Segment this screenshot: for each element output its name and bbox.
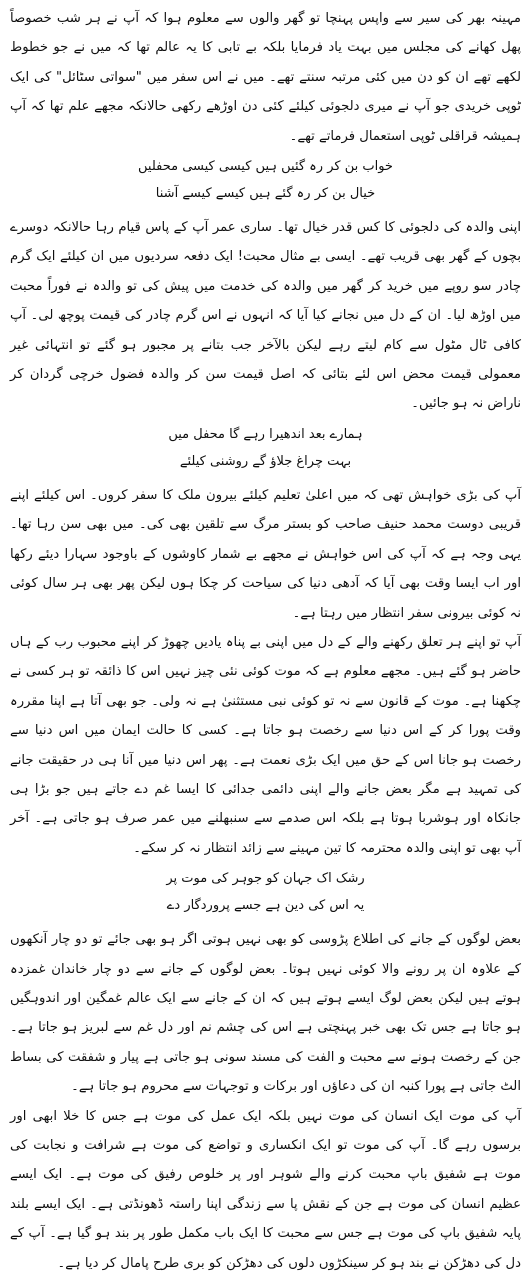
paragraph-3: آپ کی بڑی خواہش تھی کہ میں اعلیٰ تعلیم کیلئے بیرون ملک کا سفر کروں۔ اس کیلئے اپنے قریبی دوست محمد حنیف صاحب کو بستر مرگ سے تلقین بھی کی۔ میں بھی سن رہا تھا۔ یہی وجہ ہے کہ آپ کی اس خواہش نے مجھے بے شمار کاوشوں کے باوجود سہارا دیئے رکھا اور اب ایسا وقت بھی آیا کہ آدھی دنیا کی سیاحت کر چکا ہوں لیکن پھر بھی ہر سال کوئی نہ کوئی بیرونی سفر انتظار میں رہتا ہے۔ — [10, 487, 521, 621]
paragraph-5: بعض لوگوں کے جانے کی اطلاع پڑوسی کو بھی نہیں ہوتی اگر ہو بھی جائے تو دو چار آنکھوں کے علاوہ ان پر رونے والا کوئی نہیں ہوتا۔ بعض لوگوں کے جانے سے دو چار خاندان غمزدہ ہوتے ہیں لیکن بعض لوگ ایسے ہوتے ہیں کہ ان کے جانے سے ایک عالم غمگین اور اندوہگیں ہو جاتا ہے جس تک بھی خبر پہنچتی ہے اس کی چشم نم اور دل غم سے لبریز ہو جاتا ہے۔ جن کے رخصت ہونے سے محبت و الفت کی مسند سونی ہو جاتی ہے پیار و شفقت کی بساط الٹ جاتی ہے پورا کنبہ ان کی دعاؤں اور برکات و توجہات سے محروم ہو جاتا ہے۔ — [10, 932, 521, 1095]
verse-line: خیال بن کر رہ گئے ہیں کیسے کیسے آشنا — [155, 186, 376, 202]
paragraph-6: آپ کی موت ایک انسان کی موت نہیں بلکہ ایک عمل کی موت ہے جس کا خلا ابھی اور برسوں رہے گا۔ آپ کی موت تو ایک انکساری و تواضع کی موت ہے شرافت و نجابت کی موت ہے شفیق باپ محبت کرنے والے شوہر اور پر خلوص رفیق کی موت ہے۔ ایک ایسے عظیم انسان کی موت ہے جن کے نقش پا سے زندگی اپنا راستہ ڈھونڈتی ہے۔ ایک ایسے بلند پایہ شفیق باپ کی موت ہے جس سے محبت کا ایک باب مکمل طور پر بند ہو گیا ہے۔ آپ کے دل کی دھڑکن نے بند ہو کر سینکڑوں دلوں کی دھڑکن کو بری طرح پامال کر دیا ہے۔ — [10, 1108, 521, 1271]
verse-line: خواب بن کر رہ گئیں ہیں کیسی کیسی محفلیں — [138, 159, 393, 175]
verse-line: رشک اک جہان کو جوہر کی موت پر — [166, 871, 365, 887]
paragraph-2: اپنی والدہ کی دلجوئی کا کس قدر خیال تھا۔ ساری عمر آپ کے پاس قیام رہا حالانکہ دوسرے بچوں کے گھر بھی قریب تھے۔ ایسی بے مثال محبت! ایک دفعہ سردیوں میں ان کیلئے ایک گرم چادر سو روپے میں خرید کر گھر میں والدہ کی خدمت میں پیش کی تو والدہ نے فوراً محبت میں اوڑھ لیا۔ ان کے دل میں نجانے کیا آیا کہ انہوں نے اس گرم چادر کی قیمت پوچھ لی۔ آپ کافی ٹال مٹول سے کام لیتے رہے لیکن بالآخر جب بتانے پر مجبور ہو گئے تو انتہائی غیر معمولی قیمت محض اس لئے بتائی کہ اصل قیمت سن کر والدہ فضول خرچی گردان کر ناراض نہ ہو جائیں۔ — [10, 220, 521, 412]
verse-line: یہ اس کی دین ہے جسے پروردگار دے — [166, 898, 365, 914]
verse-couplet-3 — [10, 865, 521, 919]
paragraph-1: مہینہ بھر کی سیر سے واپس پہنچا تو گھر والوں سے معلوم ہوا کہ آپ نے ہر شب خصوصاً پھل کھانے کی مجلس میں بہت یاد فرمایا بلکہ بے تابی کا یہ عالم تھا کہ میں نے جو خطوط لکھے تھے ان کو دن میں کئی مرتبہ سنتے تھے۔ میں نے اس سفر میں "سواتی سٹائل" کی ایک ٹوپی خریدی جو آپ نے میری دلجوئی کیلئے کئی دن اوڑھے رکھی حالانکہ مجھے علم تھا کہ آپ ہمیشہ قراقلی ٹوپی استعمال فرماتے تھے۔ — [10, 11, 521, 144]
verse-couplet-2 — [10, 421, 521, 475]
verse-line: بہت چراغ جلاؤ گے روشنی کیلئے — [179, 453, 352, 469]
paragraph-4: آپ تو اپنے ہر تعلق رکھنے والے کے دل میں اپنی بے پناہ یادیں چھوڑ کر اپنے محبوب رب کے ہاں حاضر ہو گئے ہیں۔ مجھے معلوم ہے کہ موت کوئی نئی چیز نہیں اس کا ذائقہ تو ہر کسی نے چکھنا ہے۔ موت کے قانون سے نہ تو کوئی نبی مستثنیٰ ہے نہ ولی۔ جو بھی آتا ہے اپنا مقررہ وقت پورا کر کے اس دنیا سے رخصت ہو جاتا ہے۔ کسی کا حالت ایمان میں اس دنیا سے رخصت ہو جانا اس کے حق میں ایک بڑی نعمت ہے۔ پھر اس دنیا میں آنا ہی در حقیقت جانے کی تمہید ہے مگر بعض جانے والے اپنی دائمی جدائی کا ایسا غم دے جاتے ہیں جو بڑا ہی جانکاہ اور ہوشربا ہوتا ہے بلکہ اس صدمے سے سنبھلنے میں عمر صرف ہو جاتی ہے۔ آخر آپ بھی تو اپنی والدہ محترمہ کا تین مہینے سے زائد انتظار نہ کر سکے۔ — [10, 634, 521, 856]
verse-couplet-1 — [10, 153, 521, 207]
verse-line: ہمارے بعد اندھیرا رہے گا محفل میں — [168, 426, 363, 442]
